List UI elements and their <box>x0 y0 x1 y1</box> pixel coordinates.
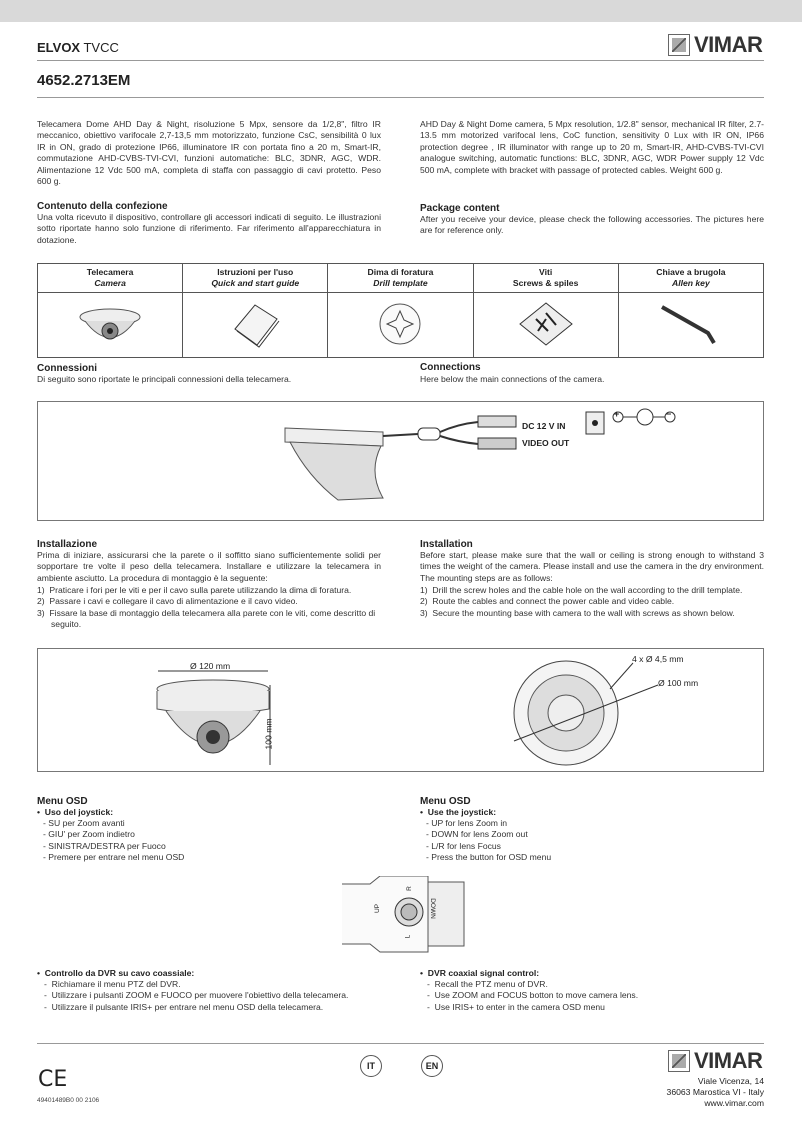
connections-text-en: Here below the main connections of the camera. <box>420 374 605 384</box>
accessory-it: Istruzioni per l'uso <box>217 267 294 277</box>
osd-item: - SINISTRA/DESTRA per Fuoco <box>43 840 166 851</box>
connection-cables-drawing <box>38 402 763 520</box>
osd-title-it: Menu OSD <box>37 796 88 807</box>
accessory-en: Screws & spiles <box>512 278 579 288</box>
document-code: 49401489B0 00 2106 <box>37 1097 100 1104</box>
address-block <box>667 1076 764 1109</box>
intro-it: Telecamera Dome AHD Day & Night, risoluzione 5 Mpx, sensore da 1/2,8", filtro IR meccanico, obiettivo varifocale 2,7-13,5 mm motorizzato, funzione CsC, sensibilità 0 lux IR in ON, grado di protezione IP66, illuminatore IR con portata fino a 20 m, Smart-IR, commutazione AHD-CVBS-TVI-CVI, funzioni automatiche: BLC, 3DNR, AGC, WDR. Alimentazione 12 Vdc 500 mA, completa di staffa con passaggio di cavi protetto. Peso 600 g. <box>37 119 381 187</box>
connections-text-it: Di seguito sono riportate le principali connessioni della telecamera. <box>37 374 292 384</box>
osd-sub-en-text: Use the joystick: <box>427 807 497 817</box>
brand-line <box>37 40 119 55</box>
product-code: 4652.2713EM <box>37 72 131 89</box>
osd-list-en <box>426 818 551 864</box>
dvr-item: - Utilizzare il pulsante IRIS+ per entrare nel menu OSD della telecamera. <box>44 1001 324 1012</box>
polarity-plus: + <box>614 409 620 419</box>
osd-sub-en: • Use the joystick: <box>420 807 497 817</box>
dvr-item: - Richiamare il menu PTZ del DVR. <box>44 979 181 989</box>
osd-list-it <box>43 818 184 864</box>
divider <box>37 60 764 61</box>
accessory-en: Drill template <box>373 278 428 288</box>
connections-title-it: Connessioni <box>37 363 98 374</box>
install-text-it: Prima di iniziare, assicurarsi che la parete o il soffitto siano sufficientemente solidi per sopportare tre volte il peso della telecamera. Installare e utilizzare la telecamera in ambiente asciutto. La procedura di montaggio è la seguente: <box>37 550 381 583</box>
joystick-left: L <box>404 934 412 939</box>
dvr-item: - Recall the PTZ menu of DVR. <box>427 979 548 989</box>
joystick-up: UP <box>374 903 382 914</box>
accessory-it: Telecamera <box>86 267 134 277</box>
install-steps-it <box>37 585 381 631</box>
vimar-logo <box>668 32 762 58</box>
osd-sub-it-text: Uso del joystick: <box>44 807 114 817</box>
osd-item: - Premere per entrare nel menu OSD <box>43 852 185 863</box>
joystick-down: DOWN <box>428 898 436 919</box>
install-text-en: Before start, please make sure that the wall or ceiling is strong enough to withstand 3 times the weight of the camera. Please install and use the camera in the dry environment. The mounting steps are as follows: <box>420 550 764 583</box>
osd-item: - UP for lens Zoom in <box>426 818 508 828</box>
allen-key-illustration <box>656 299 726 349</box>
dc-in-label: DC 12 V IN <box>522 421 566 431</box>
language-it: IT <box>360 1055 382 1077</box>
package-text-it: Una volta ricevuto il dispositivo, controllare gli accessori indicati di seguito. Le illustrazioni sotto riportate hanno solo funzione di riferimento. Far riferimento all'apparecchiatura in dotazione. <box>37 212 381 245</box>
footer-divider <box>37 1043 764 1044</box>
website: www.vimar.com <box>704 1098 764 1108</box>
accessory-it: Chiave a brugola <box>656 267 726 277</box>
accessories-table <box>37 263 764 358</box>
dimensions-drawing <box>38 649 763 771</box>
language-en: EN <box>421 1055 443 1077</box>
accessory-en: Allen key <box>672 278 710 288</box>
footer-vimar-logo <box>668 1048 762 1074</box>
dvr-title-en: • DVR coaxial signal control: <box>420 968 540 978</box>
osd-item: - DOWN for lens Zoom out <box>426 829 528 840</box>
package-text-en: After you receive your device, please check the following accessories. The pictures here are for reference only. <box>420 214 764 236</box>
osd-sub-it: • Uso del joystick: <box>37 807 114 817</box>
camera-illustration <box>75 299 145 349</box>
accessory-it: Viti <box>539 267 553 277</box>
accessory-it: Dima di foratura <box>367 267 434 277</box>
accessory-en: Camera <box>94 278 126 288</box>
dimension-width: Ø 120 mm <box>190 661 231 671</box>
polarity-minus: − <box>666 409 672 419</box>
install-step: 2) Passare i cavi e collegare il cavo di alimentazione e il cavo video. <box>37 596 298 607</box>
connections-title-en: Connections <box>420 362 481 373</box>
package-title-en: Package content <box>420 203 500 214</box>
vimar-logo-icon <box>668 34 690 56</box>
vimar-logo-text: VIMAR <box>694 32 763 57</box>
vimar-logo-icon <box>668 1050 690 1072</box>
video-out-label: VIDEO OUT <box>522 438 570 448</box>
osd-item: - GIU' per Zoom indietro <box>43 829 135 840</box>
install-step: 1) Drill the screw holes and the cable hole on the wall according to the drill template. <box>420 585 743 595</box>
dvr-item: - Use IRIS+ to enter in the camera OSD menu <box>427 1001 605 1012</box>
guide-illustration <box>225 299 285 349</box>
install-step: 1) Praticare i fori per le viti e per il cavo sulla parete utilizzando la dima di foratura. <box>37 585 352 595</box>
dimensions-diagram <box>37 648 764 772</box>
osd-item: - L/R for lens Focus <box>426 840 501 851</box>
osd-title-en: Menu OSD <box>420 796 471 807</box>
intro-en: AHD Day & Night Dome camera, 5 Mpx resolution, 1/2.8" sensor, mechanical IR filter, 2.7-13.5 mm motorized varifocal lens, CoC function, sensitivity 0 Lux with IR ON, IP66 protection degree , IR illuminator with range up to 20 m, Smart-IR, AHD-CVBS-TVI-CVI analogue switching, automatic functions: BLC, 3DNR, AGC, WDR Power supply 12 Vdc 500 mA, complete with bracket with passage of protected cables. Weight 600 g. <box>420 119 764 175</box>
install-title-it: Installazione <box>37 539 98 550</box>
dvr-title-en-text: DVR coaxial signal control: <box>427 968 540 978</box>
divider <box>37 97 764 98</box>
connections-diagram <box>37 401 764 521</box>
address-line: Viale Vicenza, 14 <box>697 1076 764 1086</box>
install-step: 3) Fissare la base di montaggio della telecamera alla parete con le viti, come descritto di seguito. <box>37 607 376 630</box>
osd-item: - Press the button for OSD menu <box>426 852 552 863</box>
dvr-list-it <box>44 979 348 1013</box>
dvr-list-en <box>427 979 638 1013</box>
brand-suffix: TVCC <box>80 40 119 55</box>
joystick-right: R <box>405 886 413 891</box>
install-title-en: Installation <box>420 539 473 550</box>
osd-item: - SU per Zoom avanti <box>43 818 125 828</box>
vimar-logo-text: VIMAR <box>694 1048 763 1073</box>
address-line: 36063 Marostica VI - Italy <box>666 1087 764 1097</box>
dimension-height: 100 mm <box>263 718 274 750</box>
dimension-holes: 4 x Ø 4,5 mm <box>632 654 684 664</box>
brand-name: ELVOX <box>37 40 81 55</box>
dvr-title-it: • Controllo da DVR su cavo coassiale: <box>37 968 195 978</box>
drill-template-illustration <box>375 299 425 349</box>
accessory-en: Quick and start guide <box>211 278 300 288</box>
install-step: 2) Route the cables and connect the power cable and video cable. <box>420 596 675 607</box>
install-steps-en <box>420 585 764 619</box>
screws-illustration <box>516 299 576 349</box>
package-title-it: Contenuto della confezione <box>37 201 168 212</box>
install-step: 3) Secure the mounting base with camera to the wall with screws as shown below. <box>420 607 735 618</box>
dvr-title-it-text: Controllo da DVR su cavo coassiale: <box>44 968 195 978</box>
top-bar <box>0 0 802 22</box>
dimension-circle: Ø 100 mm <box>658 678 699 688</box>
ce-mark: CE <box>38 1067 68 1092</box>
dvr-item: - Utilizzare i pulsanti ZOOM e FUOCO per muovere l'obiettivo della telecamera. <box>44 990 349 1001</box>
dvr-item: - Use ZOOM and FOCUS botton to move camera lens. <box>427 990 639 1001</box>
